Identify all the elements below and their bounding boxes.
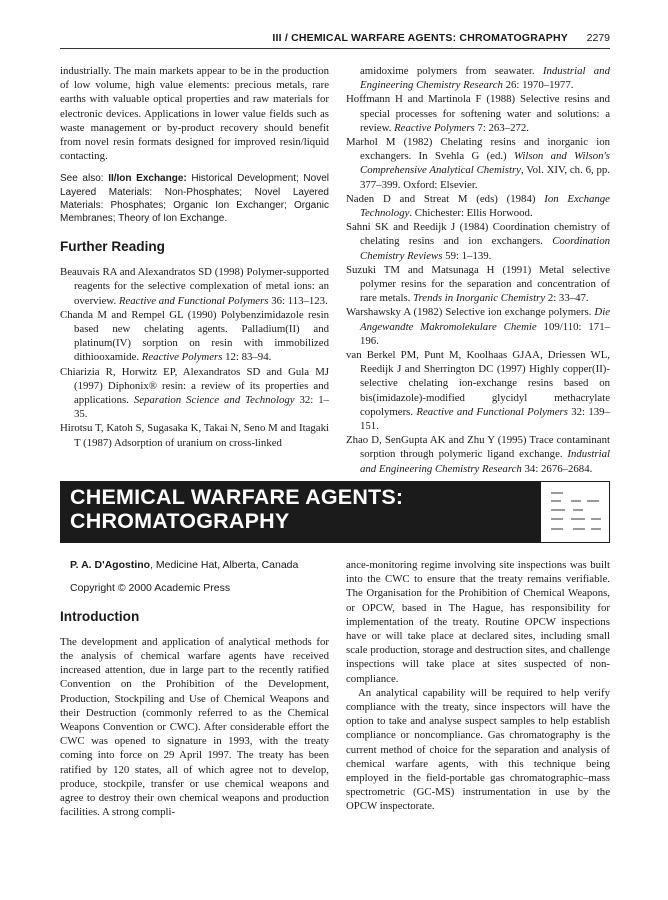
reference-item bbox=[346, 305, 610, 348]
reference-text: Chanda M and Rempel GL (1990) Polybenzimidazole resin based new chelating agents. Palladium(II) and platinum(IV) sorption on resin with immobilized dithiooxamide. bbox=[60, 308, 329, 364]
intro-paragraph-3: An analytical capability will be required to help verify compliance with the treaty, since inspectors will have the option to take and analyse suspect samples to help establish compliance or noncompliance. Gas chromatography is the current method of choice for the separation and analysis of chemical warfare agents, with this technique being employed in the field-portable gas chromatographic–mass spectrometric (GC-MS) instrumentation in use by the OPCW inspectorate. bbox=[346, 686, 610, 813]
icon-dash bbox=[551, 500, 561, 502]
further-reading-heading: Further Reading bbox=[60, 239, 165, 255]
introduction-heading: Introduction bbox=[60, 608, 140, 624]
icon-dash bbox=[571, 500, 581, 502]
reference-source: Reactive and Functional Polymers bbox=[416, 405, 568, 418]
reference-citation: 36: 113–123. bbox=[268, 294, 328, 307]
reference-text: Sahni SK and Reedijk J (1984) Coordination chemistry of chelating resins and ion exchangers. bbox=[346, 221, 610, 248]
icon-dash bbox=[551, 528, 563, 530]
reference-citation: 26: 1970–1977. bbox=[502, 79, 574, 92]
reference-item bbox=[346, 135, 610, 192]
reference-item bbox=[346, 64, 610, 92]
article-title bbox=[70, 485, 520, 533]
article-title-line-1: CHEMICAL WARFARE AGENTS: bbox=[70, 485, 404, 509]
icon-dash bbox=[587, 500, 599, 502]
reference-citation: 7: 263–272. bbox=[474, 121, 530, 134]
reference-source: Reactive Polymers bbox=[141, 351, 223, 364]
running-head-title: III / CHEMICAL WARFARE AGENTS: CHROMATOGRAPHY bbox=[272, 32, 568, 44]
reference-source: Reactive and Functional Polymers bbox=[118, 294, 269, 307]
reference-citation: 34: 2676–2684. bbox=[521, 462, 593, 475]
reference-source: Reactive Polymers bbox=[394, 121, 475, 134]
reference-citation: . Chichester: Ellis Horwood. bbox=[409, 207, 533, 220]
reference-item bbox=[346, 348, 610, 433]
article-right-column bbox=[346, 558, 610, 814]
icon-dash bbox=[591, 528, 601, 530]
reference-text: Chiarizia R, Horwitz EP, Alexandratos SD and Gula MJ (1997) Diphonix® resin: a review of its properties and applications. bbox=[60, 365, 329, 407]
reference-source: Industrial and Engineering Chemistry Research bbox=[360, 448, 610, 475]
reference-item bbox=[346, 433, 610, 476]
reference-citation: 12: 83–94. bbox=[222, 351, 272, 364]
reference-text: amidoxime polymers from seawater. bbox=[360, 65, 543, 77]
top-right-column bbox=[346, 64, 610, 476]
author-name: P. A. D'Agostino bbox=[70, 559, 151, 571]
see-also-label: See also: bbox=[60, 173, 104, 185]
top-left-column bbox=[60, 64, 329, 450]
reference-list-left bbox=[60, 265, 329, 450]
reference-source: Industrial and Engineering Chemistry Research bbox=[360, 65, 610, 92]
reference-citation: 32: 139–151. bbox=[360, 405, 610, 433]
intro-paragraph-2: ance-monitoring regime involving site inspections was built into the CWC to ensure that the treaty remains verifiable. The Organisation for the Prohibition of Chemical Weapons, or OPCW, based in The Hague, has responsibility for implementation of the treaty. Routine OPCW inspections have or will take place at declared sites, including small scale production, storage and destruction sites, and challenge inspections will take place at sites suspected of non-compliance. bbox=[346, 559, 610, 685]
reference-list-right bbox=[346, 64, 610, 476]
reference-text: Zhao D, SenGupta AK and Zhu Y (1995) Trace contaminant sorption through polymeric ligand exchange. bbox=[346, 434, 610, 461]
reference-citation: 32: 1–35. bbox=[74, 394, 330, 421]
reference-item bbox=[60, 265, 329, 308]
reference-citation: 109/110: 171–196. bbox=[360, 320, 611, 347]
reference-citation: 2: 33–47. bbox=[545, 292, 589, 305]
intro-paragraph-1: The development and application of analytical methods for the analysis of chemical warfare agents have received increased attention, due in large part to the recently ratified Convention on the Prohibition of the Development, Production, Stockpiling and Use of Chemical Weapons and their Destruction (commonly referred to as the Chemical Weapons Convention or CWC). After considerable effort the CWC was opened to signature in 1993, with the treaty coming into force on 29 April 1997. The treaty has been ratified by 120 states, all of which agree not to develop, produce, stockpile, transfer or use chemical weapons and agree to destroy their own chemical weapons and production facilities. A strong compli- bbox=[60, 635, 329, 819]
reference-item bbox=[346, 192, 610, 220]
reference-source: Die Angewandte Makromolekulare Chemie bbox=[360, 306, 610, 333]
reference-text: Beauvais RA and Alexandratos SD (1998) Polymer-supported reagents for the selective complexation of metal ions: an overview. bbox=[60, 266, 329, 307]
icon-dash bbox=[573, 509, 583, 511]
reference-citation: 59: 1–139. bbox=[442, 249, 492, 262]
reference-text: van Berkel PM, Punt M, Koolhaas GJAA, Driessen WL, Reedijk J and Sherrington DC (1997) Highly copper(II)-selective chelating ion-exchange resins based on bis(imidazole)-modified glycidyl methacrylate copolymers. bbox=[346, 349, 610, 418]
icon-dash bbox=[551, 492, 563, 494]
icon-dash bbox=[551, 509, 565, 511]
reference-item bbox=[346, 220, 610, 263]
icon-dash bbox=[573, 528, 585, 530]
reference-item bbox=[60, 365, 329, 422]
reference-item bbox=[346, 92, 610, 135]
reference-text: Hirotsu T, Katoh S, Sugasaka K, Takai N, Seno M and Itagaki T (1987) Adsorption of uranium on cross-linked bbox=[60, 422, 329, 449]
reference-citation: , Vol. XIV, ch. 6, pp. 377–399. Oxford: Elsevier. bbox=[360, 164, 610, 191]
reference-source: Wilson and Wilson's Comprehensive Analytical Chemistry bbox=[360, 150, 610, 177]
article-left-column bbox=[60, 558, 329, 819]
see-also-section[interactable]: II/Ion Exchange: bbox=[108, 173, 187, 185]
copyright: Copyright © 2000 Academic Press bbox=[70, 581, 231, 594]
reference-item bbox=[346, 263, 610, 306]
reference-text: Naden D and Streat M (eds) (1984) bbox=[346, 192, 545, 205]
icon-dash bbox=[551, 518, 563, 520]
article-title-banner bbox=[60, 481, 610, 543]
see-also-links[interactable]: Historical Development; Novel Layered Materials: Non-Phosphates; Novel Layered Materials: Phosphates; Organic Ion Exchanger; Organic Membranes; Theory of Ion Exchange. bbox=[60, 173, 329, 225]
page-number: 2279 bbox=[586, 32, 610, 44]
reference-item bbox=[60, 308, 329, 365]
reference-source: Trends in Inorganic Chemistry bbox=[413, 292, 546, 305]
reference-text: Marhol M (1982) Chelating resins and inorganic ion exchangers. In Svehla G (ed.) bbox=[346, 136, 610, 163]
icon-dash bbox=[571, 518, 585, 520]
reference-text: Suzuki TM and Matsunaga H (1991) Metal selective polymer resins for the separation and concentration of rare metals. bbox=[346, 263, 610, 305]
article-title-line-2: CHROMATOGRAPHY bbox=[70, 509, 290, 533]
author-line bbox=[70, 558, 329, 573]
intro-paragraph: industrially. The main markets appear to be in the production of low volume, high value elements: precious metals, rare earths with valuable optical properties and raw materials for electronic devices. Applications in lower value fields such as waste management or by-product recovery should benefit from novel resin formats designed for improved resin/liquid contacting. bbox=[60, 65, 329, 163]
reference-source: Ion Exchange Technology bbox=[360, 192, 610, 220]
reference-source: Separation Science and Technology bbox=[133, 394, 295, 407]
reference-text: Hoffmann H and Martinola F (1988) Selective resins and special processes for softening water and solutions: a review. bbox=[346, 93, 610, 134]
icon-dash bbox=[591, 518, 601, 520]
reference-source: Coordination Chemistry Reviews bbox=[360, 235, 610, 262]
reference-item bbox=[60, 421, 329, 449]
author-location: , Medicine Hat, Alberta, Canada bbox=[150, 559, 299, 571]
see-also bbox=[60, 172, 329, 225]
running-head bbox=[60, 32, 610, 49]
reference-text: Warshawsky A (1982) Selective ion exchange polymers. bbox=[346, 306, 595, 319]
chromatogram-icon bbox=[540, 481, 610, 543]
